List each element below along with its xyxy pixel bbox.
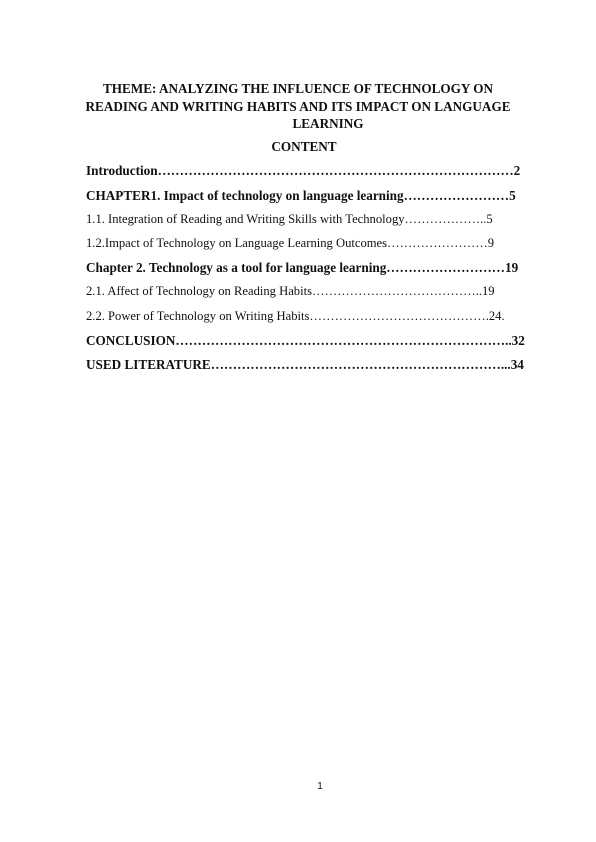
toc-entry-section-1-2: 1.2.Impact of Technology on Language Learning Outcomes……………………9 xyxy=(86,236,495,250)
toc-entry-section-1-1: 1.1. Integration of Reading and Writing Skills with Technology………………..5 xyxy=(86,212,493,226)
toc-entry-chapter-1: CHAPTER1. Impact of technology on language learning……………………5 xyxy=(86,188,516,203)
title-line-3: LEARNING xyxy=(292,116,364,131)
toc-entry-chapter-2: Chapter 2. Technology as a tool for language learning………………………19 xyxy=(86,260,519,275)
toc-entry-section-2-1: 2.1. Affect of Technology on Reading Habits…………………………………..19 xyxy=(86,284,495,298)
page-number: 1 xyxy=(317,781,323,792)
contents-heading: CONTENT xyxy=(271,139,337,154)
title-line-1: THEME: ANALYZING THE INFLUENCE OF TECHNOLOGY ON xyxy=(102,81,494,96)
toc-entry-section-2-2: 2.2. Power of Technology on Writing Habits…………………………………….24. xyxy=(86,309,505,323)
toc-entry-conclusion: CONCLUSION…………………………………………………………………..32 xyxy=(86,333,525,348)
toc-entry-used-literature: USED LITERATURE…………………………………………………………...34 xyxy=(86,357,524,372)
toc-entry-introduction: Introduction………………………………………………………………………2 xyxy=(86,163,521,178)
title-line-2: READING AND WRITING HABITS AND ITS IMPACT ON LANGUAGE xyxy=(85,98,511,114)
document-title xyxy=(60,80,536,133)
